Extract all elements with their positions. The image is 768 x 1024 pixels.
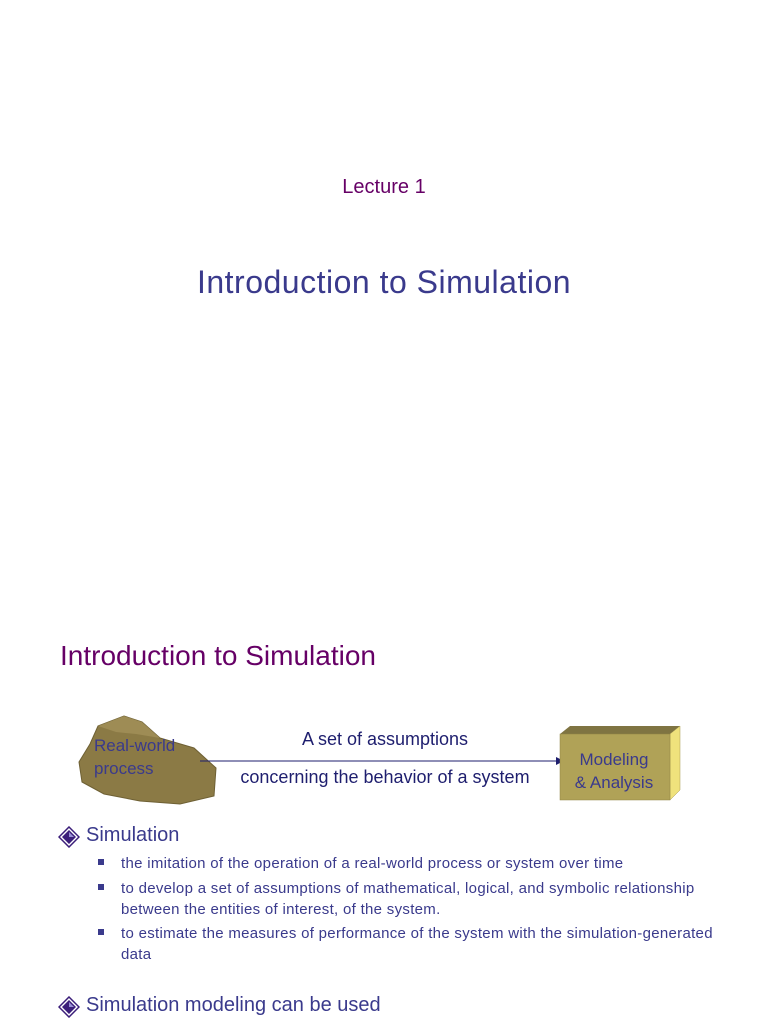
arrow-label-bottom: concerning the behavior of a system	[240, 767, 530, 787]
square-bullet-icon	[98, 929, 104, 935]
assumption-arrow	[200, 754, 570, 768]
section-simulation	[58, 824, 738, 850]
section-simulation-modeling	[58, 994, 738, 1020]
list-item	[96, 878, 736, 920]
list-item	[96, 853, 736, 874]
box-top	[560, 726, 680, 734]
list-item	[96, 923, 736, 965]
section-heading: Simulation modeling can be used	[86, 994, 381, 1016]
list-item-text: the imitation of the operation of a real-world process or system over time	[121, 855, 624, 872]
lecture-label: Lecture 1	[342, 176, 426, 198]
diamond-bullet-icon	[58, 996, 80, 1018]
square-bullet-icon	[98, 884, 104, 890]
box-side	[670, 726, 680, 800]
square-bullet-icon	[98, 859, 104, 865]
real-world-process-label: Real-world process	[94, 736, 176, 778]
modeling-analysis-label: Modeling & Analysis	[574, 750, 654, 792]
slide-heading: Introduction to Simulation	[60, 640, 376, 671]
slide-title: Introduction to Simulation	[196, 264, 572, 300]
list-item-text: to develop a set of assumptions of mathematical, logical, and symbolic relationship between the entities of interest, of the system.	[121, 880, 695, 918]
section-heading: Simulation	[86, 824, 180, 846]
arrow-label-top: A set of assumptions	[301, 729, 469, 749]
diamond-bullet-icon	[58, 826, 80, 848]
list-item-text: to estimate the measures of performance of the system with the simulation-generated data	[121, 925, 713, 963]
